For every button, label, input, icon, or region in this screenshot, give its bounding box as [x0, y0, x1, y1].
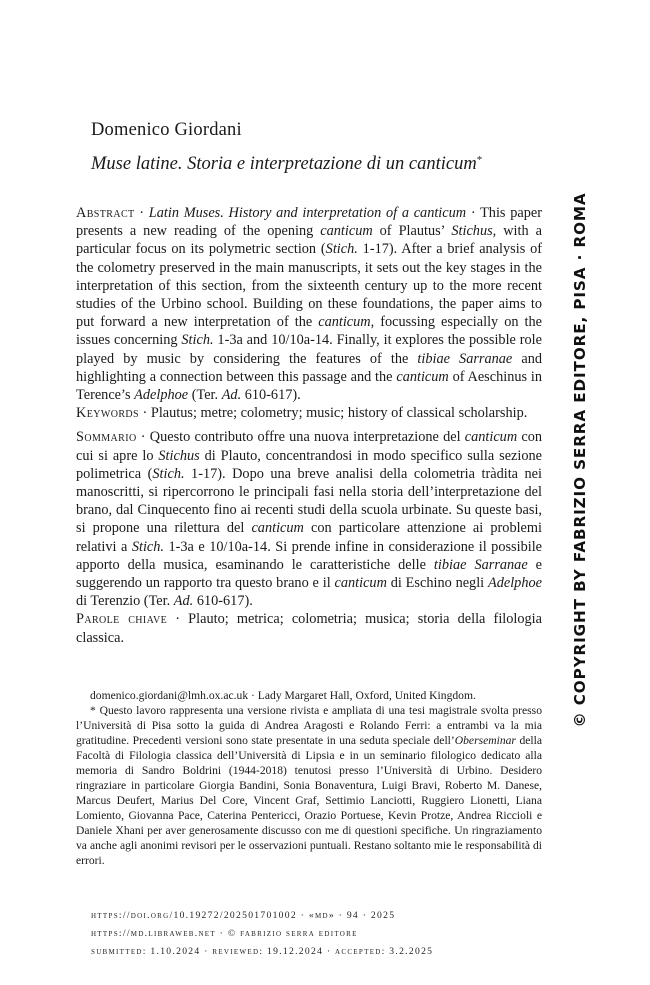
abstract-text-4: 1-17). After a brief analysis of the colometry preserved in the main manuscripts, it sets out the key stages in the interpretation of this section, from the sixteenth century up to the more recent studies of the Urbino school. Building on these foundations, the paper aims to put forward a new interpretation of the: [76, 241, 542, 331]
abstract-text-2: of Plautus’: [372, 223, 452, 240]
abstract-italic-7: canticum: [396, 368, 449, 385]
abstract-text-9: (Ter.: [188, 387, 222, 404]
abstract-paragraph: [76, 204, 542, 404]
abstract-text-7: and highlighting a connection between this passage and the: [76, 350, 542, 385]
author-email-affiliation: domenico.giordani@lmh.ox.ac.uk · Lady Margaret Hall, Oxford, United Kingdom.: [90, 689, 476, 702]
sommario-italic-5: Stich.: [131, 538, 164, 555]
sommario-paragraph: [76, 428, 542, 610]
title-text: Muse latine. Storia e interpretazione di un canticum: [91, 154, 477, 174]
abstract-italic-5: Stich.: [181, 332, 214, 349]
parole-chiave-label: Parole chiave: [76, 611, 168, 628]
sommario-italic-8: Adelphoe: [487, 575, 542, 592]
sommario-label: Sommario: [76, 429, 137, 446]
dates-line: submitted: 1.10.2024 · reviewed: 19.12.2024 · accepted: 3.2.2025: [91, 946, 434, 957]
footnotes: [76, 688, 542, 868]
abstract-english-title: Latin Muses. History and interpretation of a canticum: [148, 205, 467, 221]
title-footnote-mark: *: [476, 154, 483, 166]
sommario-text-8: di Eschino negli: [386, 575, 488, 592]
abstract-text-10: 610-617).: [241, 387, 301, 404]
sommario-text-1: · Questo contributo offre una nuova interpretazione del: [136, 429, 465, 446]
sommario-text-7: e suggerendo un rapporto tra questo brano e il: [76, 556, 542, 592]
sommario-italic-2: Stichus: [158, 447, 200, 464]
abstract-text-1: · This paper presents a new reading of the opening: [76, 205, 542, 240]
parole-chiave-text: · Plauto; metrica; colometria; musica; storia della filologia classica.: [76, 611, 542, 646]
site-line[interactable]: https://md.libraweb.net · © fabrizio serra editore: [91, 928, 358, 939]
abstract-text-8: of Aeschinus in Terence’s: [76, 368, 542, 404]
sommario-text-3: di Plauto, concentrandosi in modo specifico sulla sezione polimetrica (: [76, 447, 542, 482]
article-body: [76, 204, 542, 647]
keywords-paragraph: [76, 404, 542, 422]
abstract-sep: ·: [134, 205, 149, 221]
abstract-italic-2: Stichus: [451, 223, 493, 240]
abstract-italic-8: Adelphoe: [134, 387, 189, 404]
abstract-italic-1: canticum: [320, 223, 373, 240]
abstract-text-6: 1-3a and 10/10a-14. Finally, it explores the possible role played by music by considering the features of the: [76, 332, 542, 367]
sommario-italic-4: canticum: [251, 520, 304, 537]
keywords-text: · Plautus; metre; colometry; music; history of classical scholarship.: [138, 405, 528, 422]
footnote-italic-1: Oberseminar: [454, 734, 516, 747]
sommario-text-5: con particolare attenzione ai problemi relativi a: [76, 520, 542, 555]
sommario-text-4: 1-17). Dopo una breve analisi della colometria tràdita nei manoscritti, si ripercorrono le principali fasi nella storia dell’interpretazione del brano, dal Cinquecento fino ai recenti studi della scuola urbinate. Su queste basi, si propone una rilettura del: [76, 465, 542, 537]
keywords-label: Keywords: [76, 405, 139, 422]
parole-chiave-paragraph: [76, 610, 542, 646]
sommario-text-9: di Terenzio (Ter.: [76, 593, 174, 610]
sommario-text-2: con cui si apre lo: [76, 429, 542, 464]
footnote-text-1: * Questo lavoro rappresenta una versione rivista e ampliata di una tesi magistrale svolta presso l’Università di Pisa sotto la guida di Andrea Aragosti e Rolando Ferri: a entrambi va la mia gratitudine. Precedenti versioni sono state presentate in una seduta speciale dell’: [76, 704, 542, 747]
publication-meta: [91, 907, 433, 961]
abstract-text-3: , with a particular focus on its polymetric section (: [76, 223, 542, 258]
author-name: Domenico Giordani: [91, 120, 242, 140]
sommario-italic-6: tibiae Sarranae: [433, 556, 528, 573]
footnote-text-2: della Facoltà di Filologia classica dell’Università di Lipsia e in un seminario filologico dedicato alla memoria di Sandro Boldrini (1944-2018) tenutosi presso l’Università di Urbino. Desidero ringraziare in particolare Giorgia Bandini, Sonia Bonaventura, Luigi Bravi, Roberto M. Danese, Marcus Deufert, Marius Del Core, Vincent Graf, Settimio Lanciotti, Ruggiero Lionetti, Liana Lomiento, Giovanna Pace, Caterina Pentericci, Orazio Portuese, Kevin Protze, Andrea Riccioli e Daniele Xhani per aver generosamente discusso con me di questioni specifiche. Un ringraziamento va anche agli anonimi revisori per le osservazioni puntuali. Restano soltanto mie le responsabilità di errori.: [76, 734, 542, 867]
article-title: [91, 154, 561, 175]
sommario-italic-7: canticum: [334, 575, 387, 592]
sommario-text-10: 610-617).: [193, 593, 253, 610]
acknowledgement-footnote: [76, 703, 542, 868]
sommario-italic-9: Ad.: [173, 593, 194, 610]
abstract-italic-3: Stich.: [325, 241, 358, 258]
sommario-text-6: 1-3a e 10/10a-14. Si prende infine in considerazione il possibile apporto della musica, esaminando le caratteristiche delle: [76, 538, 543, 573]
side-copyright-notice: © COPYRIGHT BY FABRIZIO SERRA EDITORE, PISA · ROMA: [571, 192, 589, 728]
abstract-label: Abstract: [76, 205, 135, 221]
sommario-italic-3: Stich.: [152, 465, 185, 482]
abstract-text-5: , focussing especially on the issues concerning: [76, 314, 542, 349]
abstract-italic-4: canticum: [318, 314, 371, 331]
doi-line[interactable]: https://doi.org/10.19272/202501701002 · «md» · 94 · 2025: [91, 910, 396, 921]
abstract-italic-6: tibiae Sarranae: [417, 350, 513, 367]
abstract-italic-9: Ad.: [221, 387, 242, 404]
sommario-italic-1: canticum: [464, 429, 518, 446]
